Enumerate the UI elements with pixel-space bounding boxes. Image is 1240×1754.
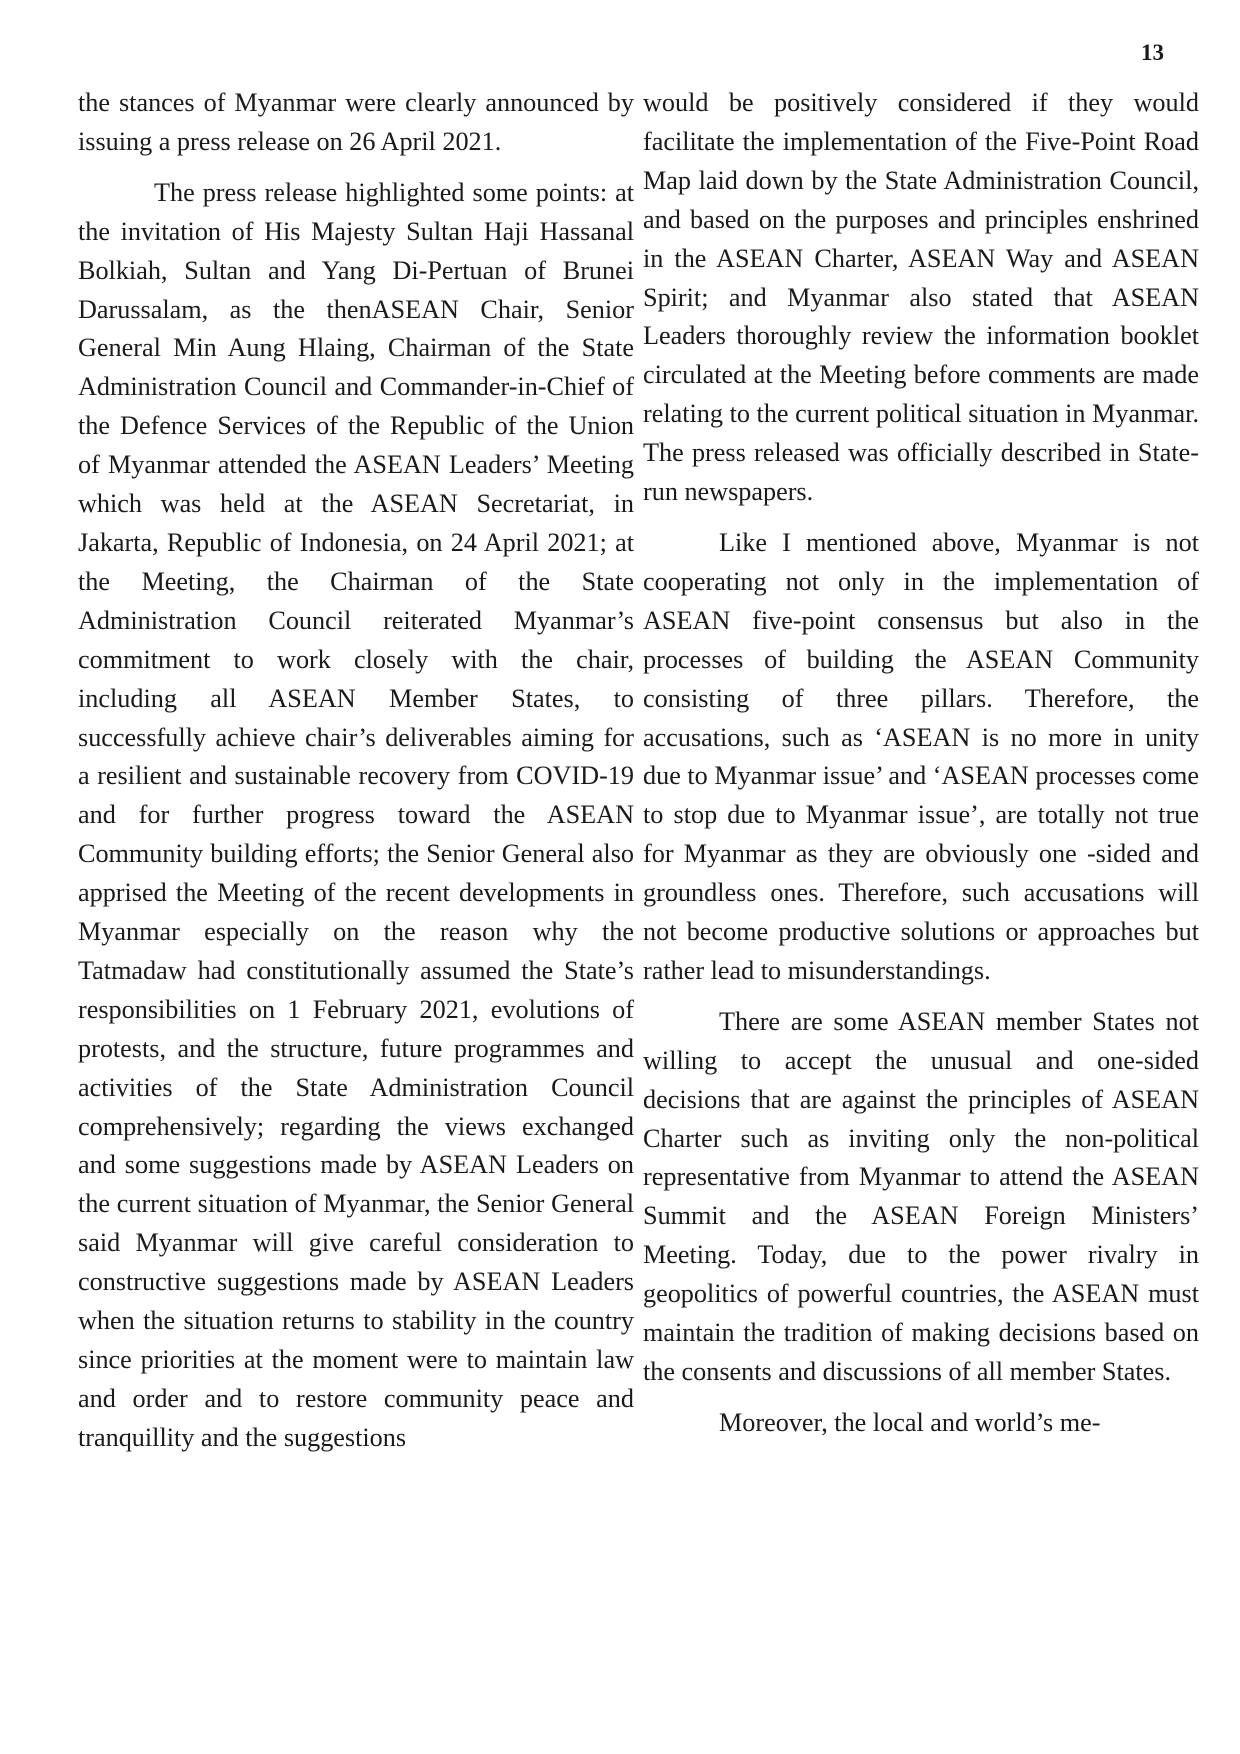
left-column — [78, 84, 634, 1470]
paragraph: There are some ASEAN member States not willing to accept the unusual and one-sided decisions that are against the principles of ASEAN Charter such as inviting only the non-political representative from Myanmar to attend the ASEAN Summit and the ASEAN Foreign Ministers’ Meeting. Today, due to the power rivalry in geopolitics of powerful countries, the ASEAN must maintain the tradition of making decisions based on the consents and discussions of all member States. — [643, 1006, 1199, 1386]
paragraph: The press release highlighted some points: at the invitation of His Majesty Sultan Haji Hassanal Bolkiah, Sultan and Yang Di-Pertuan of Brunei Darussalam, as the thenASEAN Chair, Senior General Min Aung Hlaing, Chairman of the State Administration Council and Commander-in-Chief of the Defence Services of the Republic of the Union of Myanmar attended the ASEAN Leaders’ Meeting which was held at the ASEAN Secretariat, in Jakarta, Republic of Indonesia, on 24 April 2021; at the Meeting, the Chairman of the State Administration Council reiterated Myanmar’s commitment to work closely with the chair, including all ASEAN Member States, to successfully achieve chair’s deliverables aiming for a resilient and sustainable recovery from COVID-19 and for further progress toward the ASEAN Community building efforts; the Senior General also apprised the Meeting of the recent developments in Myanmar especially on the reason why the Tatmadaw had constitutionally assumed the State’s responsibilities on 1 February 2021, evolutions of protests, and the structure, future programmes and activities of the State Administration Council comprehensively; regarding the views exchanged and some suggestions made by ASEAN Leaders on the current situation of Myanmar, the Senior General said Myanmar will give careful consideration to constructive suggestions made by ASEAN Leaders when the situation returns to stability in the country since priorities at the moment were to maintain law and order and to restore community peace and tranquillity and the suggestions — [78, 177, 634, 1452]
paragraph: Moreover, the local and world’s me- — [719, 1407, 1101, 1437]
paragraph: would be positively considered if they would facilitate the implementation of the Five-Point Road Map laid down by the State Administration Council, and based on the purposes and principles enshrined in the ASEAN Charter, ASEAN Way and ASEAN Spirit; and Myanmar also stated that ASEAN Leaders thoroughly review the information booklet circulated at the Meeting before comments are made relating to the current political situation in Myanmar. The press released was officially described in State-run newspapers. — [643, 88, 1199, 507]
paragraph: Like I mentioned above, Myanmar is not cooperating not only in the implementation of ASEAN five-point consensus but also in the processes of building the ASEAN Community consisting of three pillars. Therefore, the accusations, such as ‘ASEAN is no more in unity due to Myanmar issue’ and ‘ASEAN processes come to stop due to Myanmar issue’, are totally not true for Myanmar as they are obviously one -sided and groundless ones. Therefore, such accusations will not become productive solutions or approaches but rather lead to misunderstandings. — [643, 527, 1199, 985]
paragraph: the stances of Myanmar were clearly announced by issuing a press release on 26 April 2021. — [78, 88, 634, 156]
page-number: 13 — [1141, 40, 1164, 65]
right-column — [643, 84, 1199, 1455]
